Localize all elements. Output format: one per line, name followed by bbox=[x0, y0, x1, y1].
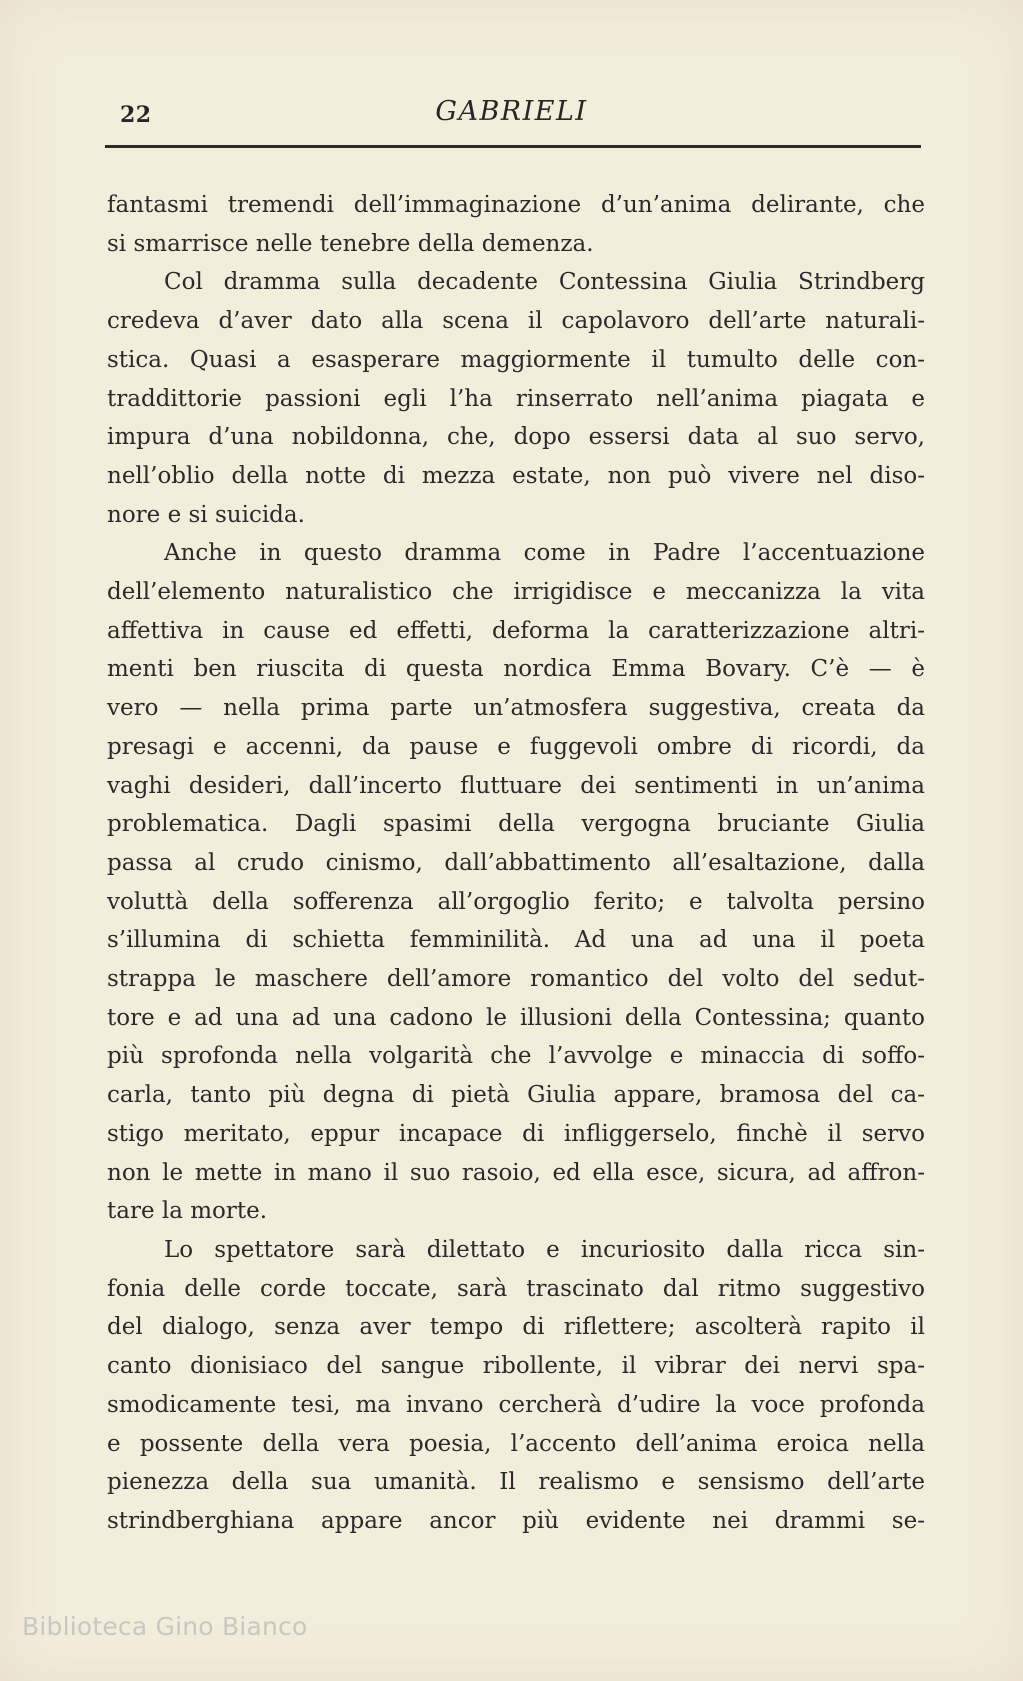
text-line: strindberghiana appare ancor più evidente nei drammi se- bbox=[107, 1507, 925, 1534]
text-line: non le mette in mano il suo rasoio, ed ella esce, sicura, ad affron- bbox=[107, 1159, 925, 1186]
text-line: vaghi desideri, dall’incerto fluttuare dei sentimenti in un’anima bbox=[107, 772, 925, 799]
text-line: canto dionisiaco del sangue ribollente, il vibrar dei nervi spa- bbox=[107, 1353, 925, 1380]
text-line: traddittorie passioni egli l’ha rinserrato nell’anima piagata e bbox=[107, 385, 925, 412]
text-line: passa al crudo cinismo, dall’abbattimento all’esaltazione, dalla bbox=[107, 849, 925, 876]
header-rule bbox=[105, 145, 921, 148]
text-line: menti ben riuscita di questa nordica Emma Bovary. C’è — è bbox=[107, 656, 925, 683]
text-line: fantasmi tremendi dell’immaginazione d’un’anima delirante, che bbox=[107, 192, 925, 218]
text-line: vero — nella prima parte un’atmosfera suggestiva, creata da bbox=[107, 695, 925, 722]
text-line: strappa le maschere dell’amore romantico del volto del sedut- bbox=[107, 966, 925, 993]
text-line: problematica. Dagli spasimi della vergogna bruciante Giulia bbox=[107, 811, 925, 838]
text-line: presagi e accenni, da pause e fuggevoli ombre di ricordi, da bbox=[107, 733, 925, 760]
body-text bbox=[107, 186, 925, 1541]
text-line: Lo spettatore sarà dilettato e incuriosito dalla ricca sin- bbox=[164, 1236, 925, 1263]
text-line: impura d’una nobildonna, che, dopo essersi data al suo servo, bbox=[107, 424, 925, 451]
text-line: tore e ad una ad una cadono le illusioni della Contessina; quanto bbox=[107, 1004, 925, 1031]
text-line: s’illumina di schietta femminilità. Ad una ad una il poeta bbox=[107, 927, 925, 954]
text-line: pienezza della sua umanità. Il realismo e sensismo dell’arte bbox=[107, 1469, 925, 1496]
text-line: e possente della vera poesia, l’accento dell’anima eroica nella bbox=[107, 1430, 925, 1457]
page-number: 22 bbox=[120, 102, 152, 128]
page-header bbox=[0, 96, 1023, 140]
running-title: GABRIELI bbox=[435, 96, 588, 127]
text-line: nore e si suicida. bbox=[107, 501, 305, 528]
text-line: smodicamente tesi, ma invano cercherà d’udire la voce profonda bbox=[107, 1391, 925, 1418]
text-line: Anche in questo dramma come in Padre l’accentuazione bbox=[164, 540, 925, 567]
text-line: stigo meritato, eppur incapace di infliggerselo, finchè il servo bbox=[107, 1120, 925, 1147]
text-line: più sprofonda nella volgarità che l’avvolge e minaccia di soffo- bbox=[107, 1043, 925, 1070]
text-line: carla, tanto più degna di pietà Giulia appare, bramosa del ca- bbox=[107, 1082, 925, 1109]
text-line: tare la morte. bbox=[107, 1198, 268, 1225]
text-line: affettiva in cause ed effetti, deforma la caratterizzazione altri- bbox=[107, 617, 925, 644]
text-line: nell’oblio della notte di mezza estate, non può vivere nel diso- bbox=[107, 462, 925, 489]
text-line: dell’elemento naturalistico che irrigidisce e meccanizza la vita bbox=[107, 579, 925, 606]
text-line: stica. Quasi a esasperare maggiormente il tumulto delle con- bbox=[107, 346, 925, 373]
text-line: credeva d’aver dato alla scena il capolavoro dell’arte naturali- bbox=[107, 308, 925, 335]
text-line: fonia delle corde toccate, sarà trascinato dal ritmo suggestivo bbox=[107, 1275, 925, 1302]
text-line: si smarrisce nelle tenebre della demenza. bbox=[107, 230, 594, 257]
text-line: voluttà della sofferenza all’orgoglio ferito; e talvolta persino bbox=[107, 888, 925, 915]
text-line: del dialogo, senza aver tempo di riflettere; ascolterà rapito il bbox=[107, 1314, 925, 1341]
library-watermark: Biblioteca Gino Bianco bbox=[22, 1612, 308, 1641]
text-line: Col dramma sulla decadente Contessina Giulia Strindberg bbox=[164, 269, 925, 296]
